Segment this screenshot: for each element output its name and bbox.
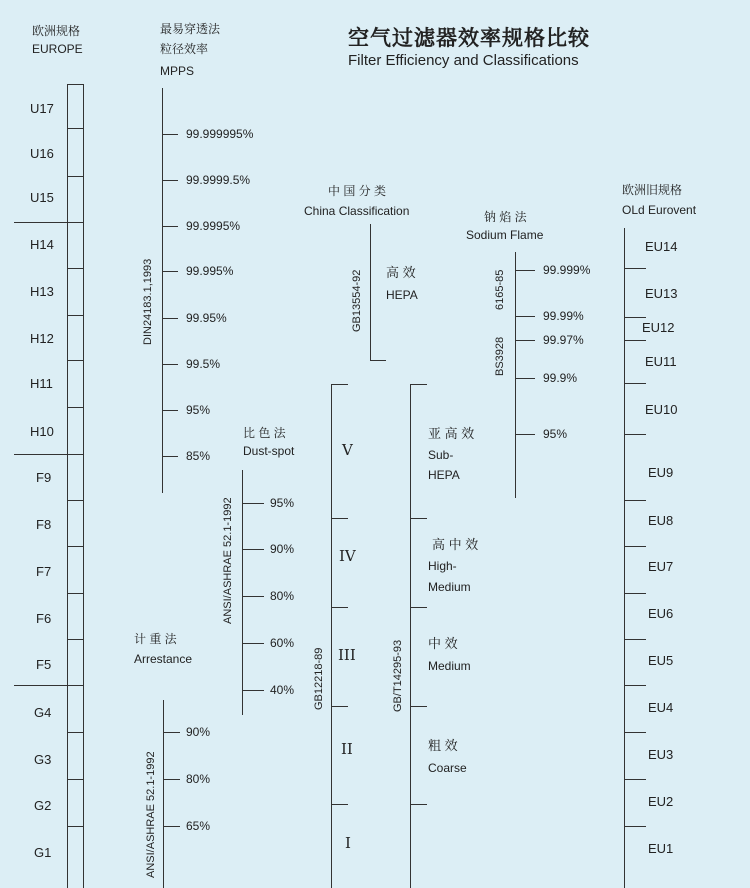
arrestance-value-label: 80% xyxy=(186,772,211,786)
china-grade-cn: 粗 效 xyxy=(428,738,458,753)
eurovent-header-cn: 欧洲旧规格 xyxy=(622,183,683,197)
europe-class-label: F6 xyxy=(36,611,52,626)
mpps-header-cn-1: 最易穿透法 xyxy=(160,22,221,36)
eurovent-class-label: EU1 xyxy=(648,841,674,856)
china-grade-en: High- xyxy=(428,559,457,573)
china-grade-cn: 中 效 xyxy=(428,636,458,651)
dust-spot-header-cn: 比 色 法 xyxy=(243,426,286,440)
eurovent-header-en: OLd Eurovent xyxy=(622,203,697,217)
europe-class-label: H14 xyxy=(30,237,54,252)
sodium-standard-label: 6165-85 xyxy=(494,269,506,310)
europe-class-label: H10 xyxy=(30,424,54,439)
europe-class-label: H13 xyxy=(30,284,54,299)
arrestance-header-cn: 计 重 法 xyxy=(134,632,177,646)
eurovent-class-label: EU9 xyxy=(648,465,674,480)
eurovent-class-label: EU12 xyxy=(642,320,675,335)
sodium-value-label: 99.9% xyxy=(543,371,578,385)
europe-class-label: U17 xyxy=(30,101,54,116)
china-header-en: China Classification xyxy=(304,204,410,218)
mpps-header-en: MPPS xyxy=(160,64,195,78)
eurovent-class-label: EU7 xyxy=(648,559,674,574)
diagram-subtitle: Filter Efficiency and Classifications xyxy=(348,52,579,69)
china-grade-cn: 高 中 效 xyxy=(432,537,479,552)
europe-class-label: G3 xyxy=(34,752,52,767)
eurovent-class-label: EU3 xyxy=(648,747,674,762)
arrestance-header-en: Arrestance xyxy=(134,652,193,666)
mpps-value-label: 99.95% xyxy=(186,311,227,325)
eurovent-class-label: EU2 xyxy=(648,794,674,809)
europe-header-en: EUROPE xyxy=(32,42,83,56)
sodium-value-label: 99.999% xyxy=(543,263,591,277)
china-grade-en: Coarse xyxy=(428,761,467,775)
mpps-value-label: 85% xyxy=(186,449,211,463)
sodium-header-en: Sodium Flame xyxy=(466,228,544,242)
mpps-header-cn-2: 粒径效率 xyxy=(160,42,209,56)
europe-class-label: F5 xyxy=(36,657,52,672)
eurovent-class-label: EU6 xyxy=(648,606,674,621)
china-roman-label: I xyxy=(345,834,351,852)
dust-spot-header-en: Dust-spot xyxy=(243,444,295,458)
sodium-standard-label: BS3928 xyxy=(494,336,506,376)
china-roman-label: III xyxy=(338,646,356,664)
europe-class-label: G2 xyxy=(34,798,52,813)
dust-spot-value-label: 95% xyxy=(270,496,295,510)
sodium-value-label: 95% xyxy=(543,427,568,441)
sodium-value-label: 99.99% xyxy=(543,309,584,323)
china-hepa-en: HEPA xyxy=(386,288,418,302)
mpps-value-label: 99.995% xyxy=(186,264,234,278)
china-grade-en: Medium xyxy=(428,580,471,594)
mpps-value-label: 99.9999.5% xyxy=(186,173,251,187)
mpps-value-label: 99.9995% xyxy=(186,219,241,233)
china-roman-label: V xyxy=(342,441,353,459)
arrestance-value-label: 65% xyxy=(186,819,211,833)
eurovent-class-label: EU4 xyxy=(648,700,674,715)
dust-spot-value-label: 60% xyxy=(270,636,295,650)
europe-header-cn: 欧洲规格 xyxy=(32,24,81,38)
eurovent-class-label: EU13 xyxy=(645,286,678,301)
eurovent-class-label: EU11 xyxy=(645,354,677,369)
europe-class-label: F8 xyxy=(36,517,52,532)
china-hepa-cn: 高 效 xyxy=(386,265,416,280)
europe-class-label: F9 xyxy=(36,470,52,485)
china-roman-label: IV xyxy=(339,547,356,565)
mpps-value-label: 99.5% xyxy=(186,357,221,371)
china-grade-cn: 亚 高 效 xyxy=(428,426,475,441)
europe-class-label: H12 xyxy=(30,331,54,346)
mpps-value-label: 95% xyxy=(186,403,211,417)
europe-class-label: F7 xyxy=(36,564,52,579)
europe-class-label: G1 xyxy=(34,845,52,860)
europe-class-label: G4 xyxy=(34,705,52,720)
china-grade-standard-label: GB/T14295-93 xyxy=(392,639,404,712)
mpps-standard-label: DIN24183.1,1993 xyxy=(142,258,154,345)
europe-class-label: U15 xyxy=(30,190,54,205)
mpps-value-label: 99.999995% xyxy=(186,127,254,141)
diagram-title: 空气过滤器效率规格比较 xyxy=(348,27,590,50)
sodium-header-cn: 钠 焰 法 xyxy=(484,210,527,224)
china-roman-standard-label: GB12218-89 xyxy=(313,647,325,710)
eurovent-class-label: EU8 xyxy=(648,513,674,528)
china-hepa-standard-label: GB13554-92 xyxy=(351,269,363,332)
china-grade-en: Medium xyxy=(428,659,471,673)
dust-spot-standard-label: ANSI/ASHRAE 52.1-1992 xyxy=(222,497,234,624)
eurovent-class-label: EU5 xyxy=(648,653,674,668)
eurovent-class-label: EU10 xyxy=(645,402,678,417)
europe-class-label: H11 xyxy=(30,376,53,391)
dust-spot-value-label: 80% xyxy=(270,589,295,603)
sodium-value-label: 99.97% xyxy=(543,333,584,347)
china-grade-en: Sub- xyxy=(428,448,454,462)
eurovent-class-label: EU14 xyxy=(645,239,678,254)
dust-spot-value-label: 90% xyxy=(270,542,295,556)
arrestance-standard-label: ANSI/ASHRAE 52.1-1992 xyxy=(145,751,157,878)
china-header-cn: 中 国 分 类 xyxy=(328,184,387,198)
dust-spot-value-label: 40% xyxy=(270,683,295,697)
china-roman-label: II xyxy=(341,740,353,758)
arrestance-value-label: 90% xyxy=(186,725,211,739)
europe-class-label: U16 xyxy=(30,146,54,161)
china-grade-en: HEPA xyxy=(428,468,460,482)
